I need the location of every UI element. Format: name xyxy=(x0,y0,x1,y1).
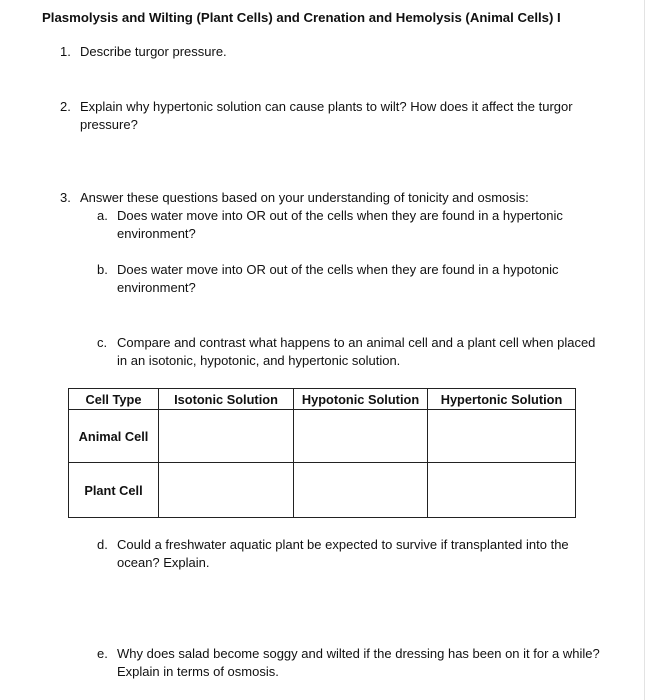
question-text: Why does salad become soggy and wilted if the dressing has been on it for a while? Explain in terms of osmosis. xyxy=(117,646,600,679)
page-edge-divider xyxy=(644,0,645,700)
table-row xyxy=(69,410,576,463)
question-number: 3. xyxy=(60,190,71,205)
answer-cell-plant-hypertonic[interactable] xyxy=(428,463,576,518)
question-text: Compare and contrast what happens to an animal cell and a plant cell when placed in an isotonic, hypotonic, and hypertonic solution. xyxy=(117,335,596,368)
answer-cell-plant-isotonic[interactable] xyxy=(159,463,294,518)
table-header-row xyxy=(69,389,576,410)
question-text: Could a freshwater aquatic plant be expected to survive if transplanted into the ocean? Explain. xyxy=(117,537,569,570)
header-hypertonic: Hypertonic Solution xyxy=(428,389,576,410)
question-letter: a. xyxy=(97,208,108,223)
question-text: Explain why hypertonic solution can cause plants to wilt? How does it affect the turgor pressure? xyxy=(80,99,573,132)
tonicity-table xyxy=(68,388,576,518)
header-isotonic: Isotonic Solution xyxy=(159,389,294,410)
header-hypotonic: Hypotonic Solution xyxy=(294,389,428,410)
question-number: 1. xyxy=(60,44,71,59)
question-letter: e. xyxy=(97,646,108,661)
question-text: Answer these questions based on your understanding of tonicity and osmosis: xyxy=(80,190,529,205)
answer-cell-animal-hypotonic[interactable] xyxy=(294,410,428,463)
answer-cell-animal-isotonic[interactable] xyxy=(159,410,294,463)
row-label-plant-cell: Plant Cell xyxy=(69,463,159,518)
question-text: Does water move into OR out of the cells when they are found in a hypotonic environment? xyxy=(117,262,559,295)
question-letter: b. xyxy=(97,262,108,277)
question-text: Describe turgor pressure. xyxy=(80,44,227,59)
answer-cell-animal-hypertonic[interactable] xyxy=(428,410,576,463)
header-cell-type: Cell Type xyxy=(69,389,159,410)
question-number: 2. xyxy=(60,99,71,114)
worksheet-title: Plasmolysis and Wilting (Plant Cells) and Crenation and Hemolysis (Animal Cells) I xyxy=(42,10,561,25)
question-letter: d. xyxy=(97,537,108,552)
question-text: Does water move into OR out of the cells when they are found in a hypertonic environment? xyxy=(117,208,563,241)
question-letter: c. xyxy=(97,335,108,350)
table-row xyxy=(69,463,576,518)
answer-cell-plant-hypotonic[interactable] xyxy=(294,463,428,518)
row-label-animal-cell: Animal Cell xyxy=(69,410,159,463)
